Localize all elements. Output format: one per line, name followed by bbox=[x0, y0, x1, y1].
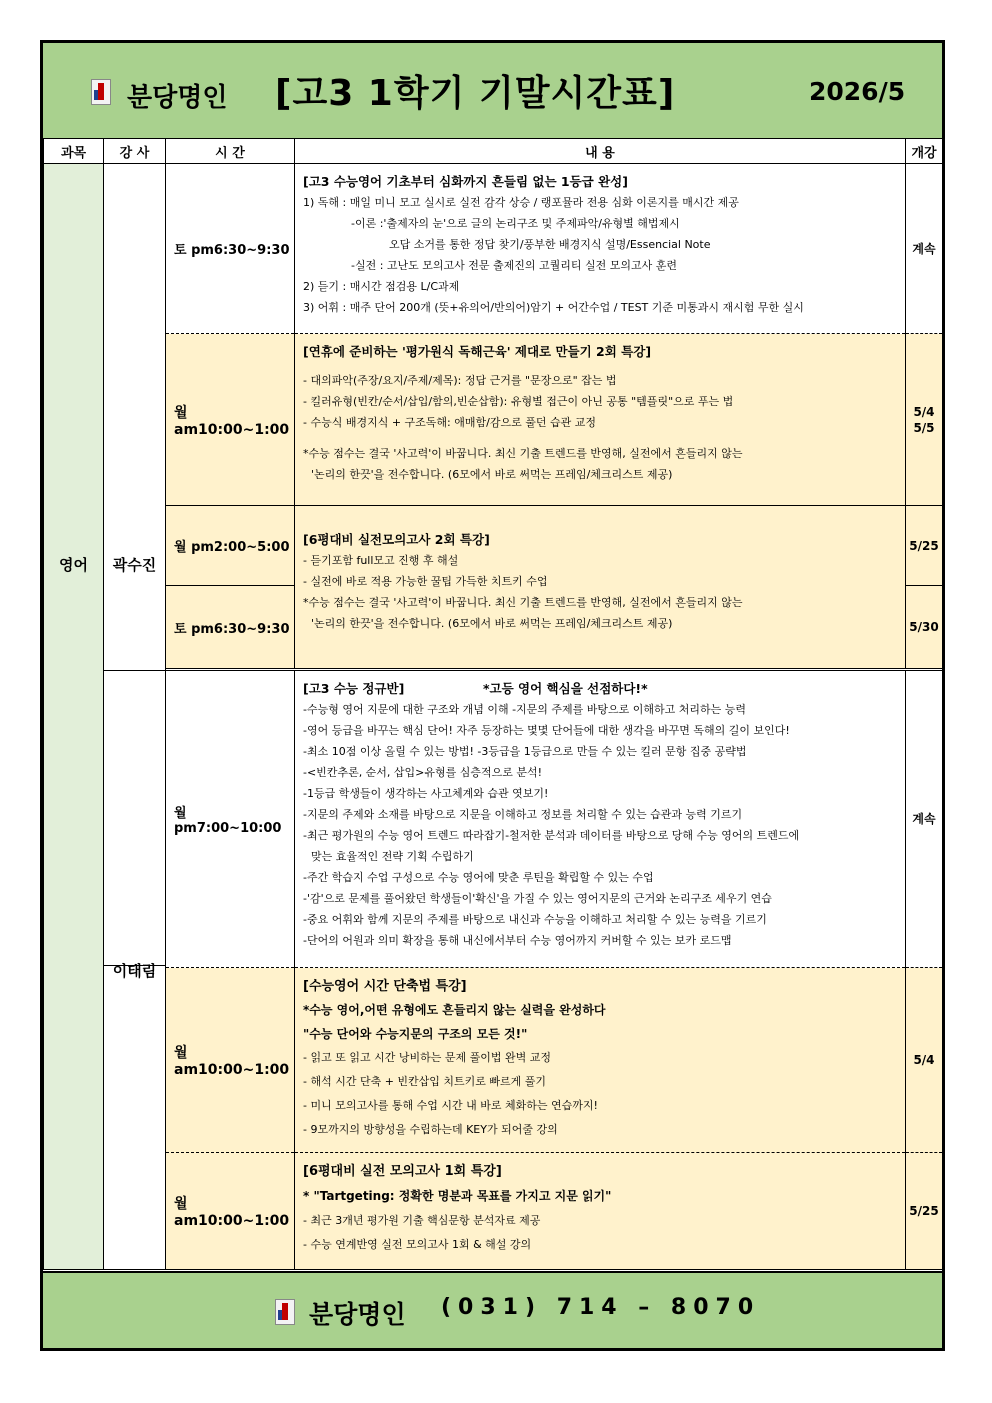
content-line: - 해석 시간 단축 + 빈칸삽입 치트키로 빠르게 풀기 bbox=[303, 1075, 547, 1088]
start-date: 5/30 bbox=[909, 620, 939, 634]
start-cell bbox=[906, 968, 943, 1153]
subject-cell-cont bbox=[44, 671, 104, 1270]
col-subject-header: 과목 bbox=[44, 139, 104, 164]
content-line: - 9모까지의 방향성을 수립하는데 KEY가 되어줄 강의 bbox=[303, 1123, 558, 1136]
content-line: -최근 평가원의 수능 영어 트렌드 따라잡기-철저한 분석과 데이터를 바탕으로 당해 수능 영어의 트렌드에 bbox=[303, 829, 800, 842]
content-cell bbox=[295, 968, 906, 1153]
teacher-cell-lee: 이태림 bbox=[104, 671, 166, 1270]
content-line: *수능 점수는 결국 '사고력'이 바꿉니다. 최신 기출 트렌드를 반영해, 실전에서 흔들리지 않는 bbox=[303, 447, 743, 460]
content-line: - 수능 연계반영 실전 모의고사 1회 & 해설 강의 bbox=[303, 1238, 532, 1251]
content-line: '논리의 한끗'을 전수합니다. (6모에서 바로 써먹는 프레임/체크리스트 제공) bbox=[311, 468, 673, 481]
content-line: - 최근 3개년 평가원 기출 핵심문항 분석자료 제공 bbox=[303, 1214, 541, 1227]
page-title: [고3 1학기 기말시간표] bbox=[275, 73, 676, 114]
content-line: - 읽고 또 읽고 시간 낭비하는 문제 풀이법 완벽 교정 bbox=[303, 1051, 551, 1064]
content-line: 1) 독해 : 매일 미니 모고 실시로 실전 감각 상승 / 랭포뮬라 전용 심화 이론지를 매시간 제공 bbox=[303, 196, 739, 209]
table-row bbox=[44, 968, 943, 1153]
content-cell bbox=[295, 334, 906, 506]
content-line: -실전 : 고난도 모의고사 전문 출제진의 고퀄리티 실전 모의고사 훈련 bbox=[351, 259, 678, 272]
time-cell: 월 am10:00~1:00 bbox=[166, 968, 295, 1153]
header-brand: 분당명인 bbox=[127, 83, 228, 113]
start-date: 5/25 bbox=[909, 538, 939, 553]
academy-logo-icon bbox=[91, 79, 111, 105]
content-line: -수능형 영어 지문에 대한 구조와 개념 이해 -지문의 주제를 바탕으로 이해하고 처리하는 능력 bbox=[303, 703, 747, 716]
content-line: -지문의 주제와 소재를 바탕으로 지문을 이해하고 정보를 처리할 수 있는 습관과 능력 기르기 bbox=[303, 808, 743, 821]
content-line: *수능 영어,어떤 유형에도 흔들리지 않는 실력을 완성하다 bbox=[303, 1003, 606, 1017]
time-cell: 토 pm6:30~9:30 bbox=[166, 164, 295, 334]
content-line: -'감'으로 문제를 풀어왔던 학생들이'확신'을 가질 수 있는 영어지문의 근거와 논리구조 세우기 연습 bbox=[303, 892, 772, 905]
content-line: - 대의파악(주장/요지/주제/제목): 정답 근거를 "문장으로" 잡는 법 bbox=[303, 374, 617, 387]
start-date: 계속 bbox=[912, 812, 936, 826]
start-cell bbox=[906, 506, 943, 586]
start-date: 5/25 bbox=[909, 1204, 939, 1218]
subject-cell: 영어 bbox=[44, 164, 104, 966]
col-content-header: 내 용 bbox=[295, 139, 906, 164]
content-line: - 미니 모의고사를 통해 수업 시간 내 바로 체화하는 연습까지! bbox=[303, 1099, 598, 1112]
content-line: - 수능식 배경지식 + 구조독해: 애매함/감으로 풀던 습관 교정 bbox=[303, 416, 596, 429]
content-line: - 듣기포함 full모고 진행 후 해설 bbox=[303, 554, 459, 567]
content-line: * "Tartgeting: 정확한 명분과 목표를 가지고 지문 읽기" bbox=[303, 1189, 612, 1203]
time-cell: 토 pm6:30~9:30 bbox=[166, 586, 295, 669]
start-date: 5/4 bbox=[913, 404, 935, 419]
footer-brand: 분당명인 bbox=[309, 1300, 406, 1329]
content-line: '논리의 한끗'을 전수합니다. (6모에서 바로 써먹는 프레임/체크리스트 제공) bbox=[311, 617, 673, 630]
content-line: -1등급 학생들이 생각하는 사고체계와 습관 엿보기! bbox=[303, 787, 549, 800]
class-subtitle: *고등 영어 핵심을 선점하다!* bbox=[483, 681, 648, 696]
content-line: -주간 학습지 수업 구성으로 수능 영어에 맞춘 루틴을 확립할 수 있는 수업 bbox=[303, 871, 654, 884]
content-line: 맞는 효율적인 전략 기획 수립하기 bbox=[311, 850, 474, 863]
content-cell bbox=[295, 506, 906, 669]
col-time-header: 시 간 bbox=[166, 139, 295, 164]
time-cell: 월 pm2:00~5:00 bbox=[166, 506, 295, 586]
phone-number: (031) 714 – 8070 bbox=[441, 1295, 761, 1320]
start-date: 5/5 bbox=[913, 420, 935, 435]
class-title: [수능영어 시간 단축법 특강] bbox=[303, 979, 467, 994]
time-cell: 월 am10:00~1:00 bbox=[166, 1153, 295, 1270]
class-title-text: [고3 수능 정규반] bbox=[303, 681, 405, 696]
content-cell bbox=[295, 164, 906, 334]
class-title: [6평대비 실전 모의고사 1회 특강] bbox=[303, 1164, 502, 1179]
content-line: -중요 어휘와 함께 지문의 주제를 바탕으로 내신과 수능을 이해하고 처리할 수 있는 능력을 기르기 bbox=[303, 913, 767, 926]
col-teacher-header: 강 사 bbox=[104, 139, 166, 164]
content-line: "수능 단어와 수능지문의 구조의 모든 것!" bbox=[303, 1027, 528, 1041]
table-row bbox=[44, 334, 943, 506]
content-line: *수능 점수는 결국 '사고력'이 바꿉니다. 최신 기출 트렌드를 반영해, 실전에서 흔들리지 않는 bbox=[303, 596, 743, 609]
content-line: - 실전에 바로 적용 가능한 꿀팁 가득한 치트키 수업 bbox=[303, 575, 548, 588]
table-row bbox=[44, 164, 943, 334]
table-row bbox=[44, 506, 943, 586]
content-line: 3) 어휘 : 매주 단어 200개 (뜻+유의어/반의어)암기 + 어간수업 / TEST 기준 미통과시 재시험 무한 실시 bbox=[303, 301, 804, 314]
start-date: 5/4 bbox=[913, 1053, 935, 1067]
class-title bbox=[303, 679, 897, 699]
content-line: 2) 듣기 : 매시간 점검용 L/C과제 bbox=[303, 280, 460, 293]
start-cell bbox=[906, 164, 943, 334]
table-row bbox=[44, 671, 943, 968]
content-line: 오답 소거를 통한 정답 찾기/풍부한 배경지식 설명/Essencial Note bbox=[389, 238, 711, 251]
header-banner bbox=[43, 43, 942, 140]
content-line: -단어의 어원과 의미 확장을 통해 내신에서부터 수능 영어까지 커버할 수 있는 보카 로드맵 bbox=[303, 934, 732, 947]
start-cell bbox=[906, 334, 943, 506]
timetable-frame bbox=[40, 40, 945, 1351]
schedule-date: 2026/5 bbox=[809, 77, 906, 106]
content-line: -<빈칸추론, 순서, 삽입>유형를 심층적으로 분석! bbox=[303, 766, 543, 779]
content-line: -영어 등급을 바꾸는 핵심 단어! 자주 등장하는 몇몇 단어들에 대한 생각을 바꾸면 독해의 길이 보인다! bbox=[303, 724, 790, 737]
table-row bbox=[44, 1153, 943, 1270]
start-cell bbox=[906, 671, 943, 968]
timetable-lower bbox=[43, 670, 943, 1270]
class-title: [연휴에 준비하는 '평가원식 독해근육' 제대로 만들기 2회 특강] bbox=[303, 344, 652, 359]
start-cell bbox=[906, 1153, 943, 1270]
start-cell bbox=[906, 586, 943, 669]
content-line: -이론 :'출제자의 눈'으로 글의 논리구조 및 주제파악/유형별 해법제시 bbox=[351, 217, 680, 230]
teacher-cell-kwak: 곽수진 bbox=[104, 164, 166, 966]
footer-banner bbox=[43, 1271, 942, 1350]
content-line: - 킬러유형(빈칸/순서/삽입/함의,빈순삽함): 유형별 접근이 아닌 공통 "템플릿"으로 푸는 법 bbox=[303, 395, 734, 408]
content-line: -최소 10점 이상 올릴 수 있는 방법! -3등급을 1등급으로 만들 수 있는 킬러 문항 집중 공략법 bbox=[303, 745, 747, 758]
content-cell bbox=[295, 1153, 906, 1270]
table-header-row bbox=[44, 139, 943, 164]
class-title: [고3 수능영어 기초부터 심화까지 흔들림 없는 1등급 완성] bbox=[303, 174, 628, 189]
time-cell: 월 pm7:00~10:00 bbox=[166, 671, 295, 968]
col-start-header: 개강 bbox=[906, 139, 943, 164]
academy-logo-icon bbox=[275, 1299, 295, 1325]
class-title: [6평대비 실전모의고사 2회 특강] bbox=[303, 532, 490, 547]
start-date: 계속 bbox=[912, 241, 936, 256]
time-cell: 월 am10:00~1:00 bbox=[166, 334, 295, 506]
content-cell bbox=[295, 671, 906, 968]
